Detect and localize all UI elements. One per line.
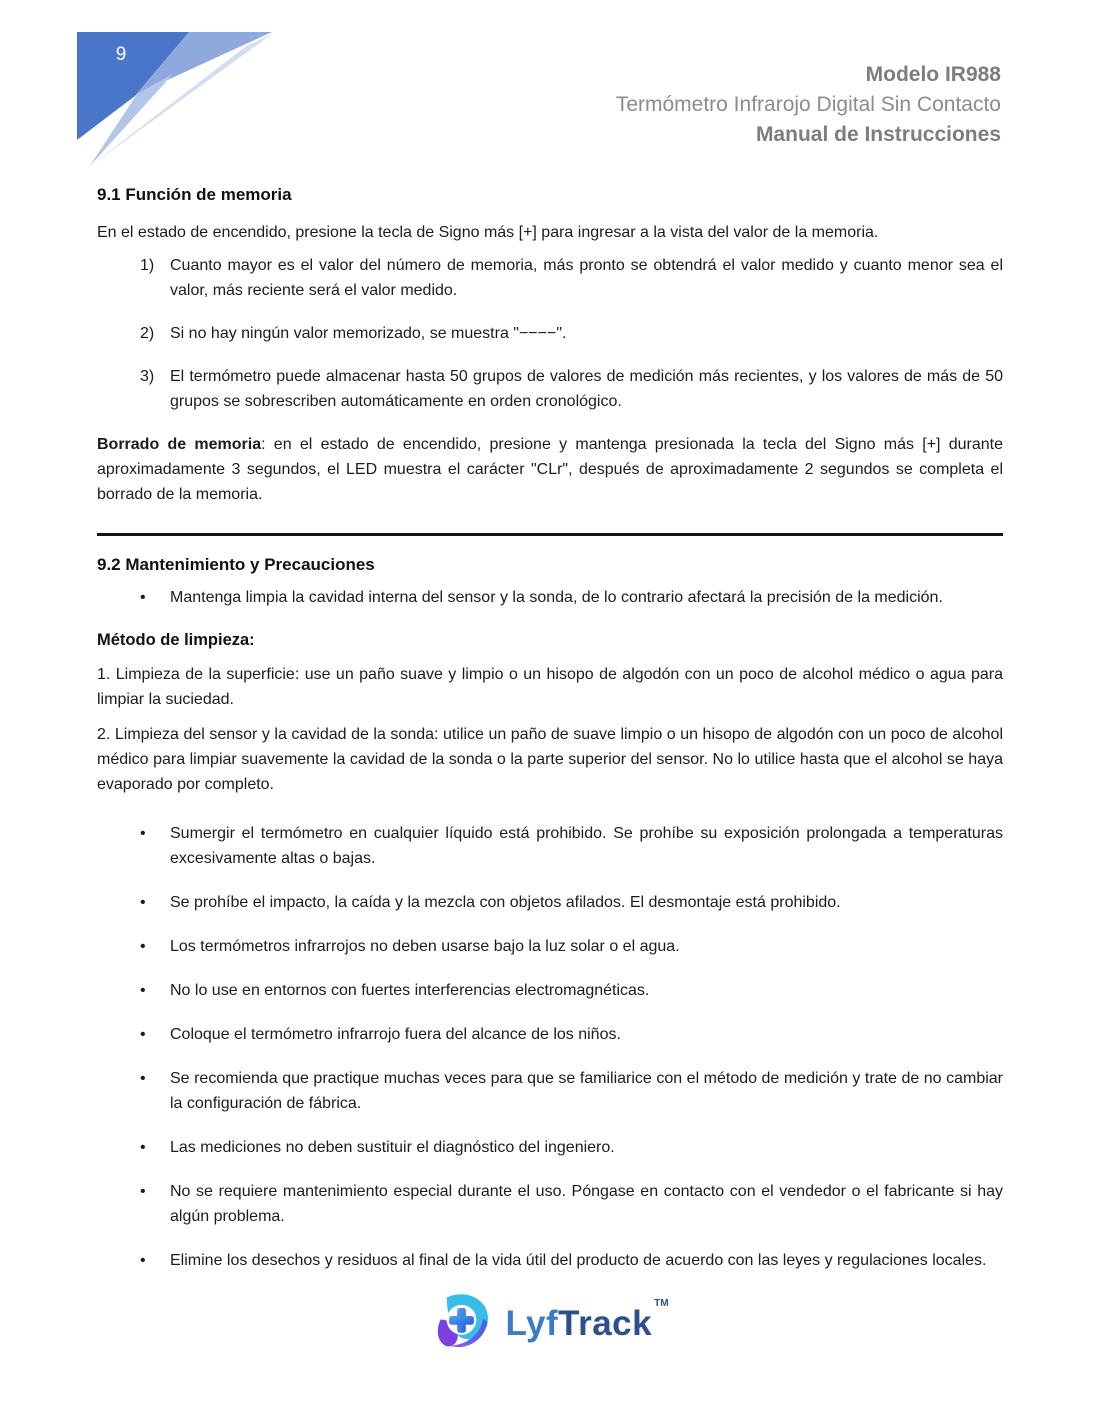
precaution-text: Coloque el termómetro infrarrojo fuera del alcance de los niños. xyxy=(170,1026,621,1043)
precaution-text: Las mediciones no deben sustituir el diagnóstico del ingeniero. xyxy=(170,1139,615,1156)
precaution-text: Los termómetros infrarrojos no deben usarse bajo la luz solar o el agua. xyxy=(170,938,680,955)
item-text: Cuanto mayor es el valor del número de memoria, más pronto se obtendrá el valor medido y cuanto menor sea el valor, más reciente será el valor medido. xyxy=(170,257,1003,299)
bullet-icon: • xyxy=(140,1252,146,1269)
precaution-text: No lo use en entornos con fuertes interferencias electromagnéticas. xyxy=(170,982,650,999)
item-text: El termómetro puede almacenar hasta 50 grupos de valores de medición más recientes, y los valores de más de 50 grupos se sobrescriben automáticamente en orden cronológico. xyxy=(170,368,1003,410)
brand-lyf: Lyf xyxy=(505,1303,559,1343)
bullet-icon: • xyxy=(140,1026,146,1043)
precaution-item xyxy=(97,821,1003,871)
cleaning-step-1: 1. Limpieza de la superficie: use un paño suave y limpio o un hisopo de algodón con un poco de alcohol médico o agua para limpiar la suciedad. xyxy=(97,666,1003,708)
precaution-item xyxy=(97,1066,1003,1116)
item-number: 2) xyxy=(140,325,155,342)
memory-clear-text: : en el estado de encendido, presione y mantenga presionada la tecla del Signo más [+] durante aproximadamente 3 segundos, el LED muestra el carácter "CLr", después de aproximadamente 2 segundos se completa el borrado de la memoria. xyxy=(97,436,1004,503)
item-text: Si no hay ningún valor memorizado, se muestra "−−−−". xyxy=(170,325,567,342)
bullet-icon: • xyxy=(140,894,146,911)
bullet-icon: • xyxy=(140,825,146,842)
memory-clear-label: Borrado de memoria xyxy=(97,436,262,453)
trademark-symbol: TM xyxy=(654,1297,669,1309)
maintenance-lead-bullet xyxy=(97,585,1003,610)
brand-track: Track xyxy=(558,1303,653,1343)
numbered-item xyxy=(97,253,1003,303)
memory-numbered-list xyxy=(97,253,1003,414)
item-number: 3) xyxy=(140,368,155,385)
bullet-icon: • xyxy=(140,1183,146,1200)
bullet-icon: • xyxy=(140,1139,146,1156)
precaution-text: Se prohíbe el impacto, la caída y la mezcla con objetos afilados. El desmontaje está prohibido. xyxy=(170,894,841,911)
numbered-item xyxy=(97,364,1003,414)
precaution-item xyxy=(97,1135,1003,1160)
precaution-item xyxy=(97,890,1003,915)
precaution-text: Se recomienda que practique muchas veces para que se familiarice con el método de medición y trate de no cambiar la configuración de fábrica. xyxy=(170,1070,1003,1112)
cleaning-method-heading: Método de limpieza: xyxy=(97,631,255,649)
precaution-item xyxy=(97,934,1003,959)
section-divider xyxy=(97,533,1003,536)
bullet-icon: • xyxy=(140,938,146,955)
bullet-icon: • xyxy=(140,982,146,999)
bullet-icon: • xyxy=(140,1070,146,1087)
precautions-list xyxy=(97,821,1003,1273)
document-subtitle: Termómetro Infrarojo Digital Sin Contacto xyxy=(615,93,1001,116)
model-title: Modelo IR988 xyxy=(865,63,1001,86)
cleaning-step-2: 2. Limpieza del sensor y la cavidad de la sonda: utilice un paño de suave limpio o un hisopo de algodón con un poco de alcohol médico para limpiar suavemente la cavidad de la sonda o la parte superior del sensor. No lo utilice hasta que el alcohol se haya evaporado por completo. xyxy=(97,726,1003,793)
precaution-text: Sumergir el termómetro en cualquier líquido está prohibido. Se prohíbe su exposición prolongada a temperaturas excesivamente altas o bajas. xyxy=(170,825,1003,867)
bullet-text: Mantenga limpia la cavidad interna del sensor y la sonda, de lo contrario afectará la precisión de la medición. xyxy=(170,589,943,606)
footer-brand xyxy=(0,1288,1100,1354)
precaution-text: Elimine los desechos y residuos al final de la vida útil del producto de acuerdo con las leyes y regulaciones locales. xyxy=(170,1252,987,1269)
precaution-text: No se requiere mantenimiento especial durante el uso. Póngase en contacto con el vendedor o el fabricante si hay algún problema. xyxy=(170,1183,1003,1225)
precaution-item xyxy=(97,1022,1003,1047)
bullet-icon: • xyxy=(140,589,146,606)
precaution-item xyxy=(97,978,1003,1003)
memory-intro-paragraph: En el estado de encendido, presione la tecla de Signo más [+] para ingresar a la vista del valor de la memoria. xyxy=(97,224,879,241)
manual-title: Manual de Instrucciones xyxy=(755,123,1001,146)
precaution-item xyxy=(97,1248,1003,1273)
item-number: 1) xyxy=(140,257,155,274)
lyftrack-logo-icon xyxy=(433,1288,495,1354)
brand-wordmark xyxy=(505,1297,669,1343)
page-content xyxy=(97,0,1003,1292)
section-heading-maintenance: 9.2 Mantenimiento y Precauciones xyxy=(97,555,375,574)
page-number: 9 xyxy=(115,44,127,65)
memory-clear-paragraph xyxy=(97,432,1003,507)
numbered-item xyxy=(97,321,1003,346)
section-heading-memory: 9.1 Función de memoria xyxy=(97,185,292,204)
precaution-item xyxy=(97,1179,1003,1229)
